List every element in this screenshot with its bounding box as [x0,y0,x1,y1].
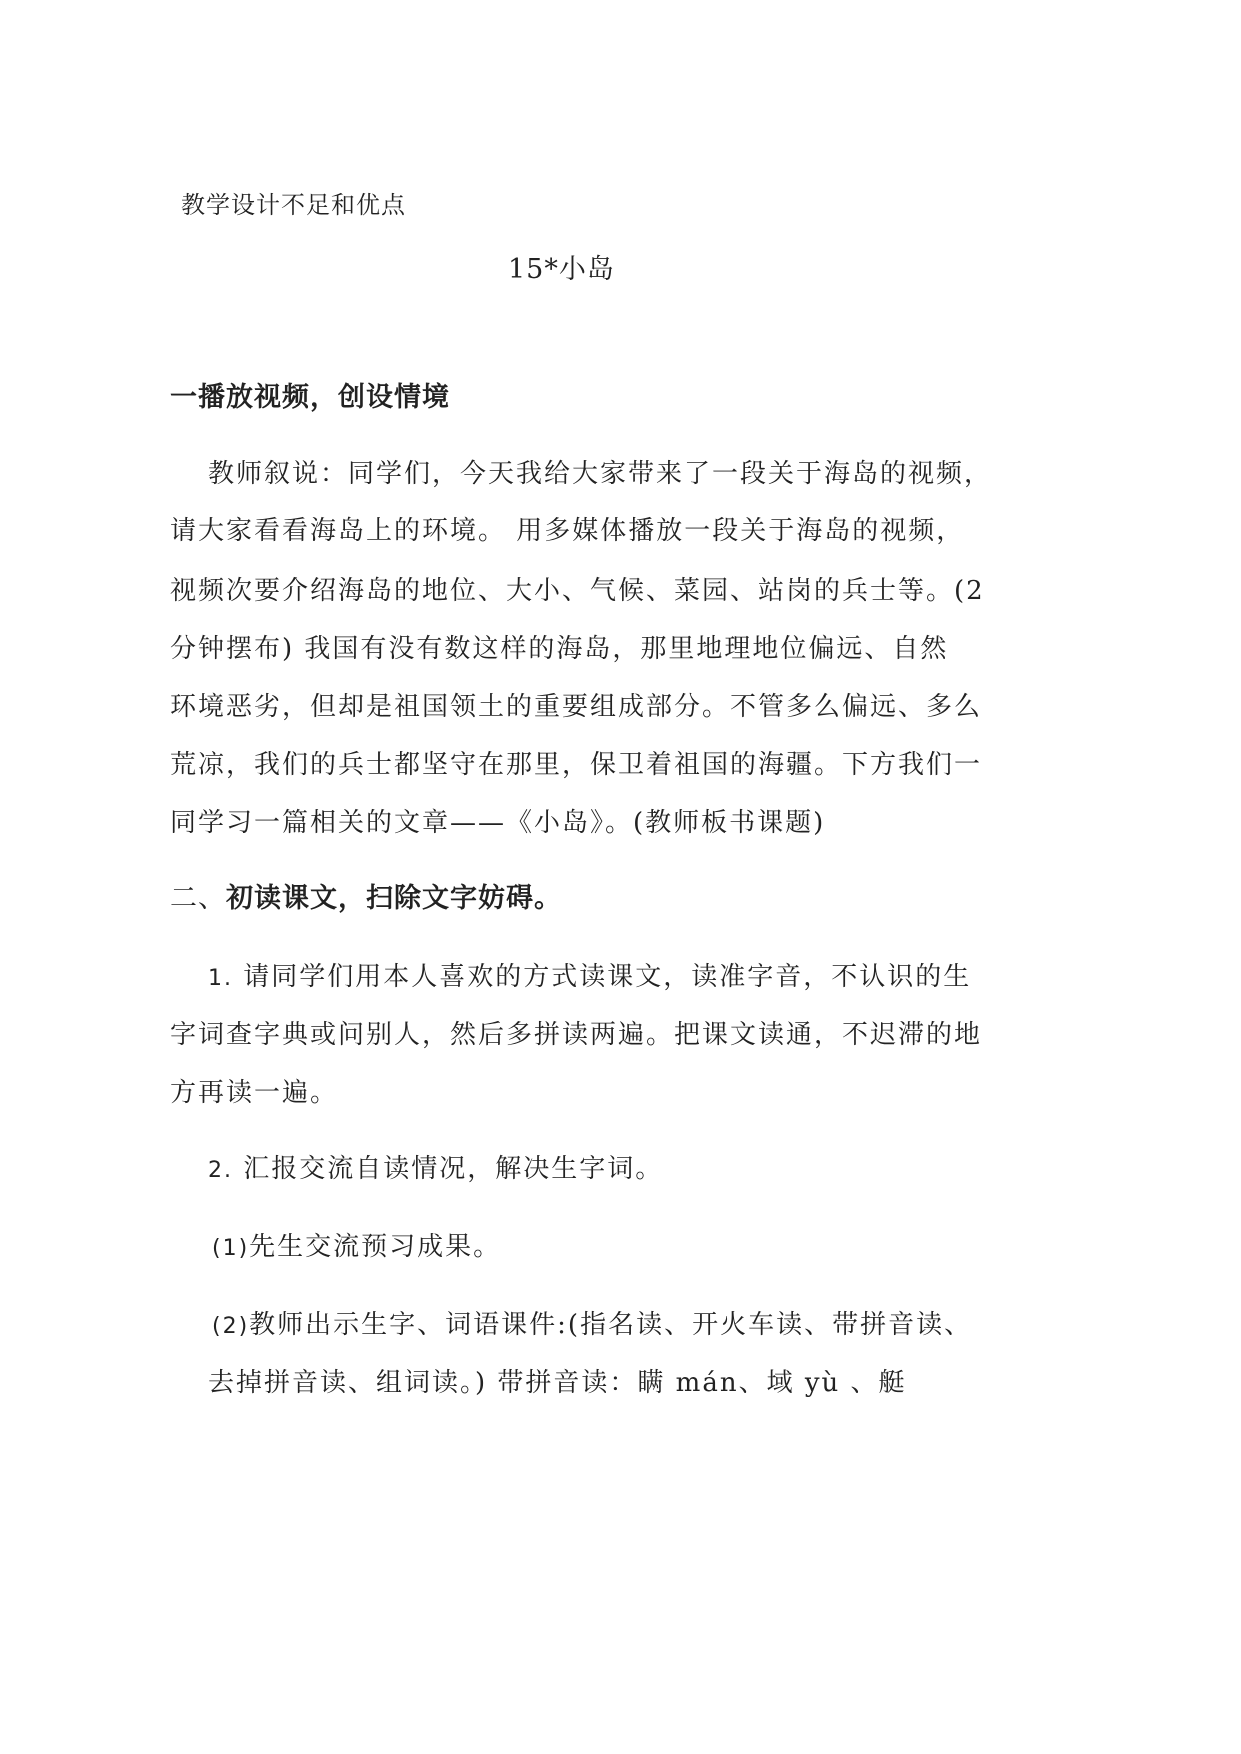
item-1-number: 1. [208,966,233,991]
section-1-paragraph-line: 同学习一篇相关的文章——《小岛》。(教师板书课题) [170,808,826,838]
sub-item-2-line: 去掉拼音读、组词读。) 带拼音读：瞒 mán、域 yù 、艇 [208,1368,907,1398]
sub-item-1-number: (1) [212,1236,250,1261]
section-1-paragraph-line: 教师叙说：同学们，今天我给大家带来了一段关于海岛的视频， [208,459,993,489]
section-1-paragraph-line: 请大家看看海岛上的环境。 用多媒体播放一段关于海岛的视频， [170,516,965,546]
section-2-heading-text: 初读课文，扫除文字妨碍。 [226,883,562,914]
item-1-line: 方再读一遍。 [170,1078,339,1108]
item-2-number: 2. [208,1158,233,1183]
section-1-heading: 一播放视频，创设情境 [170,382,450,413]
item-1-line [208,960,971,996]
sub-item-2-text: 教师出示生字、词语课件:(指名读、开火车读、带拼音读、 [249,1310,973,1340]
document-top-title: 教学设计不足和优点 [181,191,406,219]
sub-item-1-line [212,1230,501,1266]
item-1-text: 请同学们用本人喜欢的方式读课文，读准字音，不认识的生 [243,962,972,992]
item-2-line [208,1152,663,1188]
section-1-paragraph-line: 视频次要介绍海岛的地位、大小、气候、菜园、站岗的兵士等。(2 [170,576,985,606]
sub-item-1-text: 先生交流预习成果。 [249,1232,502,1262]
item-2-text: 汇报交流自读情况，解决生字词。 [243,1154,664,1184]
section-1-paragraph-line: 荒凉，我们的兵士都坚守在那里，保卫着祖国的海疆。下方我们一 [170,750,983,780]
sub-item-2-number: (2) [212,1314,250,1339]
sub-item-2-line [212,1308,972,1344]
item-1-line: 字词查字典或问别人，然后多拼读两遍。把课文读通，不迟滞的地 [170,1020,983,1050]
section-2-heading-prefix: 二、 [170,883,226,914]
section-1-paragraph-line: 环境恶劣，但却是祖国领土的重要组成部分。不管多么偏远、多么 [170,692,983,722]
section-1-paragraph-line: 分钟摆布) 我国有没有数这样的海岛，那里地理地位偏远、自然 [170,634,949,664]
lesson-title: 15*小岛 [508,254,615,285]
section-2-heading [170,882,562,916]
